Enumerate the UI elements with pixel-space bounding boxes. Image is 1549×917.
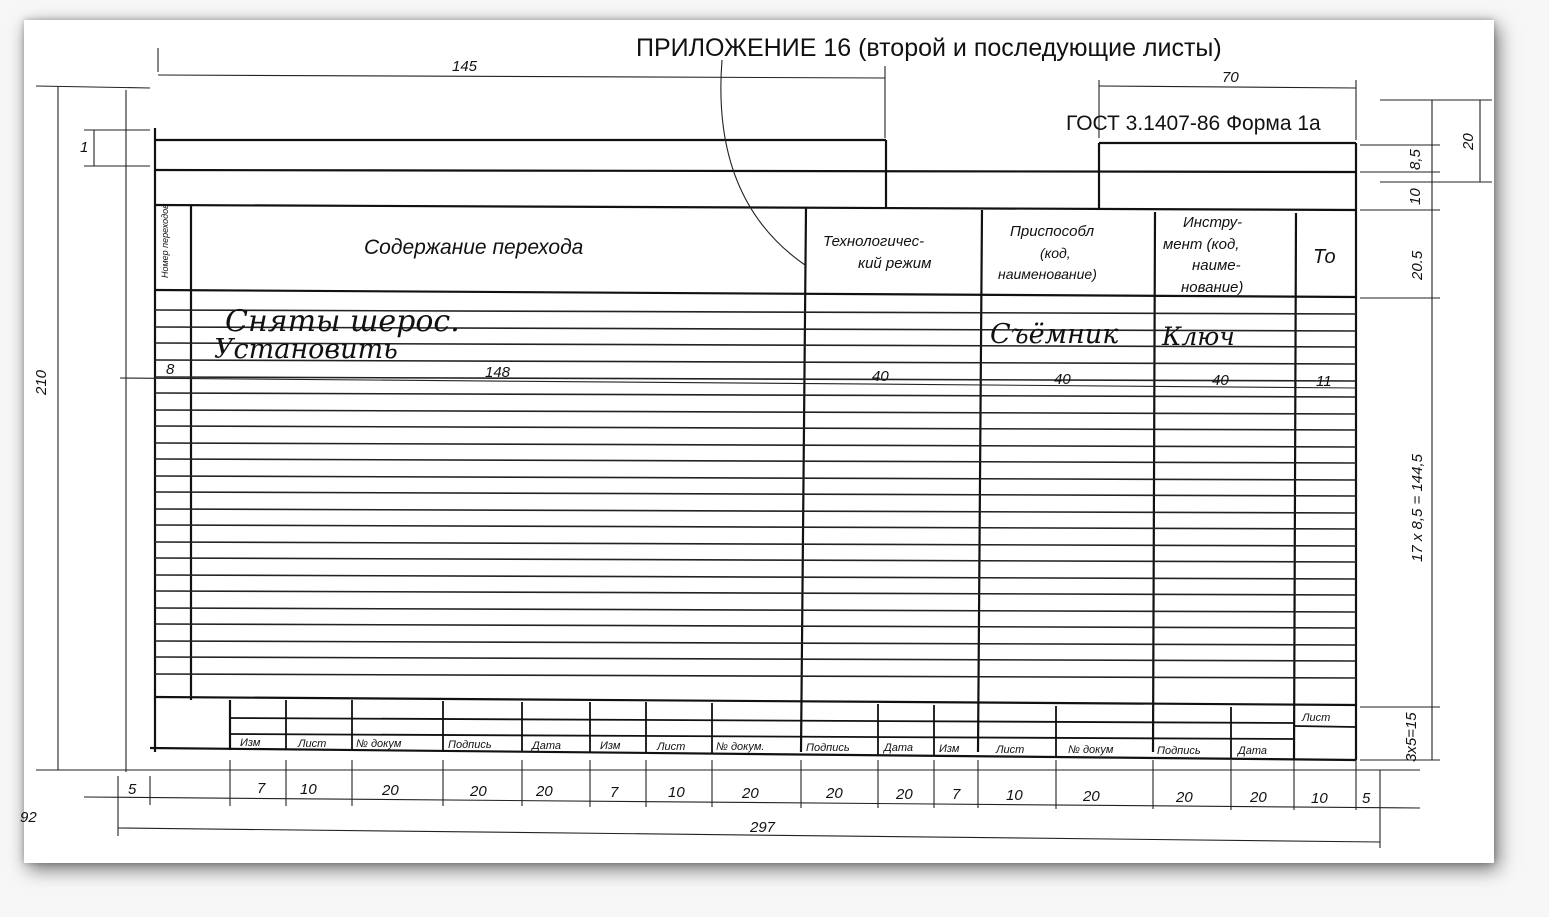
dim-20-5: 20.5 (1409, 250, 1426, 280)
dim-bottom: 10 (1311, 790, 1328, 807)
grid-rows (155, 310, 1356, 678)
dim-bottom: 20 (536, 783, 553, 800)
dim-bottom: 20 (1250, 789, 1267, 806)
col-transition-number: Номер переходов (160, 204, 170, 278)
handwritten-line-1: Сняты шерос. (225, 304, 460, 339)
dim-col-11: 11 (1316, 373, 1332, 390)
dim-bottom: 10 (300, 781, 317, 798)
dimension-lines (36, 48, 1492, 848)
dim-bottom: 20 (1083, 788, 1100, 805)
dim-col-40c: 40 (1212, 372, 1229, 389)
dim-8-5: 8,5 (1407, 149, 1424, 170)
col-fixture-2: (код, (1040, 245, 1071, 261)
stamp-label: Изм (600, 740, 621, 752)
dim-col-40a: 40 (872, 368, 889, 385)
dim-bottom: 10 (1006, 787, 1023, 804)
dim-bottom: 20 (742, 785, 759, 802)
dim-bottom: 20 (896, 786, 913, 803)
col-content: Содержание перехода (364, 236, 584, 259)
gost-label: ГОСТ 3.1407-86 Форма 1а (1066, 112, 1321, 135)
stamp-label: Подпись (448, 739, 492, 751)
dim-bottom: 20 (382, 782, 399, 799)
stamp-label: Дата (1238, 745, 1268, 757)
col-tool-3: наиме- (1192, 257, 1241, 274)
col-fixture-3: наименование) (998, 266, 1097, 282)
stamp-label: № докум (356, 738, 402, 750)
page-title: ПРИЛОЖЕНИЕ 16 (второй и последующие листы) (636, 34, 1222, 62)
col-tech-mode-1: Технологичес- (823, 233, 925, 250)
stamp-label: Лист (298, 738, 327, 750)
dim-col-8: 8 (166, 361, 175, 378)
handwritten-fixture: Съёмник (990, 319, 1119, 350)
dim-20: 20 (1460, 133, 1477, 150)
dim-bottom: 7 (952, 786, 961, 803)
dim-bottom: 7 (610, 784, 619, 801)
col-tool-1: Инстру- (1183, 214, 1243, 231)
stamp-label: Лист (996, 744, 1025, 756)
stamp-label: Дата (532, 740, 562, 752)
dim-1: 1 (80, 139, 89, 156)
stamp-label: Подпись (806, 742, 850, 754)
stamp-label: Дата (884, 742, 914, 754)
dim-col-40b: 40 (1054, 371, 1071, 388)
dim-corner: 92 (20, 809, 37, 826)
col-tool-2: мент (код, (1163, 236, 1240, 253)
dim-bottom: 10 (668, 784, 685, 801)
stamp-label: Подпись (1157, 745, 1201, 757)
col-tool-4: нование) (1181, 279, 1244, 296)
dim-bottom: 20 (470, 783, 487, 800)
dim-297: 297 (750, 819, 776, 836)
stamp-sheet-label: Лист (1302, 712, 1331, 724)
dim-col-148: 148 (485, 364, 511, 381)
col-fixture-1: Приспособл (1010, 223, 1095, 240)
dim-145: 145 (452, 58, 478, 75)
handwritten-tool: Ключ (1162, 322, 1235, 351)
dim-bottom: 5 (128, 781, 137, 798)
dim-bottom: 7 (257, 780, 266, 797)
stamp-label: № докум. (716, 741, 765, 753)
col-to: То (1313, 246, 1336, 268)
stamp-label: Лист (657, 741, 686, 753)
dim-stamp-rows: 3х5=15 (1403, 712, 1420, 762)
dim-70: 70 (1222, 69, 1239, 86)
dim-bottom: 20 (1176, 789, 1193, 806)
stamp-label: № докум (1068, 744, 1114, 756)
stamp-label: Изм (240, 737, 261, 749)
col-tech-mode-2: кий режим (858, 255, 932, 272)
dim-10: 10 (1407, 188, 1424, 205)
dim-rows: 17 x 8,5 = 144,5 (1409, 453, 1426, 562)
stamp-label: Изм (939, 743, 960, 755)
dim-bottom: 20 (826, 785, 843, 802)
dim-210: 210 (33, 369, 50, 395)
handwritten-line-2: Установить (214, 334, 398, 365)
dim-bottom: 5 (1362, 790, 1371, 807)
